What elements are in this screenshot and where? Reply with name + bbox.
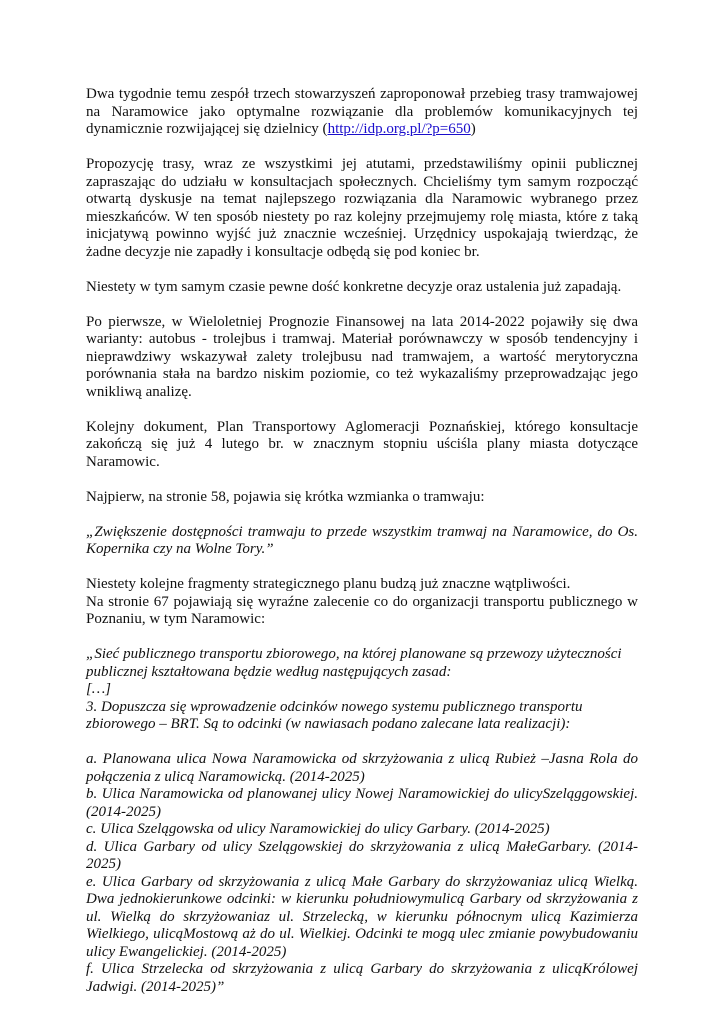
quote-network-line4: 3. Dopuszcza się wprowadzenie odcinków nowego systemu publicznego transportu xyxy=(86,698,583,715)
quote-tram: „Zwiększenie dostępności tramwaju to przede wszystkim tramwaj na Naramowice, do Os. Kopernika czy na Wolne Tory.” xyxy=(86,523,638,557)
quote-network-line5: zbiorowego – BRT. Są to odcinki (w nawiasach podano zalecane lata realizacji): xyxy=(86,716,571,732)
idp-link[interactable]: http://idp.org.pl/?p=650 xyxy=(327,121,471,137)
paragraph-intro-end: ) xyxy=(470,121,476,137)
quote-network-line3: […] xyxy=(86,681,112,697)
quote-network xyxy=(86,646,638,734)
paragraph-intro xyxy=(86,86,638,139)
paragraph-intro-text: Dwa tygodnie temu zespół trzech stowarzyszeń zaproponował przebieg trasy tramwajowej na Naramowice jako optymalne rozwiązanie dla problemów komunikacyjnych tej dynamicznie rozwijającej się dzielnicy ( xyxy=(86,86,638,137)
quote-network-line1: „Sieć publicznego transportu zbiorowego, na której planowane są przewozy użyteczności xyxy=(86,646,622,662)
paragraph-wpf: Po pierwsze, w Wieloletniej Prognozie Finansowej na lata 2014-2022 pojawiły się dwa warianty: autobus - trolejbus i tramwaj. Materiał porównawczy w sposób tendencyjny i nieprawdziwy wskazywał zalety trolejbusu nad tramwajem, a wartość merytoryczna porównania stała na bardzo niskim poziomie, co też wykazaliśmy przeprowadzając jego wnikliwą analizę. xyxy=(86,313,638,400)
list-item-f: f. Ulica Strzelecka od skrzyżowania z ulicą Garbary do skrzyżowania z ulicąKrólowej Jadwigi. (2014-2025)” xyxy=(86,961,638,995)
list-item-a: a. Planowana ulica Nowa Naramowicka od skrzyżowania z ulicą Rubież –Jasna Rola do połączenia z ulicą Naramowicką. (2014-2025) xyxy=(86,751,638,785)
paragraph-decisions: Niestety w tym samym czasie pewne dość konkretne decyzje oraz ustalenia już zapadają. xyxy=(86,278,622,295)
paragraph-page58: Najpierw, na stronie 58, pojawia się krótka wzmianka o tramwaju: xyxy=(86,488,485,505)
list-item-e: e. Ulica Garbary od skrzyżowania z ulicą Małe Garbary do skrzyżowaniaz ulicą Wielką. Dwa jednokierunkowe odcinki: w kierunku południowymulicą Garbary od skrzyżowania z ul. Wielką do skrzyżowaniaz ul. Strzelecką, w kierunku północnym ulicą Kazimierza Wielkiego, ulicąMostową aż do ul. Wielkiej. Odcinki te mogą ulec zmianie powybudowaniu ulicy Ewangelickiej. (2014-2025) xyxy=(86,873,638,960)
document-page xyxy=(86,86,638,996)
brt-list xyxy=(86,751,638,996)
quote-network-line2: publicznej kształtowana będzie według następujących zasad: xyxy=(86,663,452,680)
paragraph-page67 xyxy=(86,576,638,629)
list-item-d: d. Ulica Garbary od ulicy Szelągowskiej do skrzyżowania z ulicą MałeGarbary. (2014-2025) xyxy=(86,838,638,872)
paragraph-plan: Kolejny dokument, Plan Transportowy Aglomeracji Poznańskiej, którego konsultacje zakończą się już 4 lutego br. w znacznym stopniu uściśla plany miasta dotyczące Naramowic. xyxy=(86,418,638,470)
paragraph-page67-line1: Niestety kolejne fragmenty strategicznego planu budzą już znaczne wątpliwości. xyxy=(86,576,571,592)
list-item-c: c. Ulica Szelągowska od ulicy Naramowickiej do ulicy Garbary. (2014-2025) xyxy=(86,821,550,837)
list-item-b: b. Ulica Naramowicka od planowanej ulicy Nowej Naramowickiej do ulicySzeląggowskiej. (2014-2025) xyxy=(86,786,638,820)
paragraph-proposal: Propozycję trasy, wraz ze wszystkimi jej atutami, przedstawiliśmy opinii publicznej zapraszając do udziału w konsultacjach społecznych. Chcieliśmy tym samym rozpocząć otwartą dyskusje na temat najlepszego rozwiązania dla Naramowic wybranego przez mieszkańców. W ten sposób niestety po raz kolejny przejmujemy rolę miasta, które z taką inicjatywą powinno wyjść już znacznie wcześniej. Urzędnicy uspokajają twierdząc, że żadne decyzje nie zapadły i konsultacje odbędą się pod koniec br. xyxy=(86,156,638,260)
paragraph-page67-line2: Na stronie 67 pojawiają się wyraźne zalecenie co do organizacji transportu publicznego w Poznaniu, w tym Naramowic: xyxy=(86,593,638,627)
